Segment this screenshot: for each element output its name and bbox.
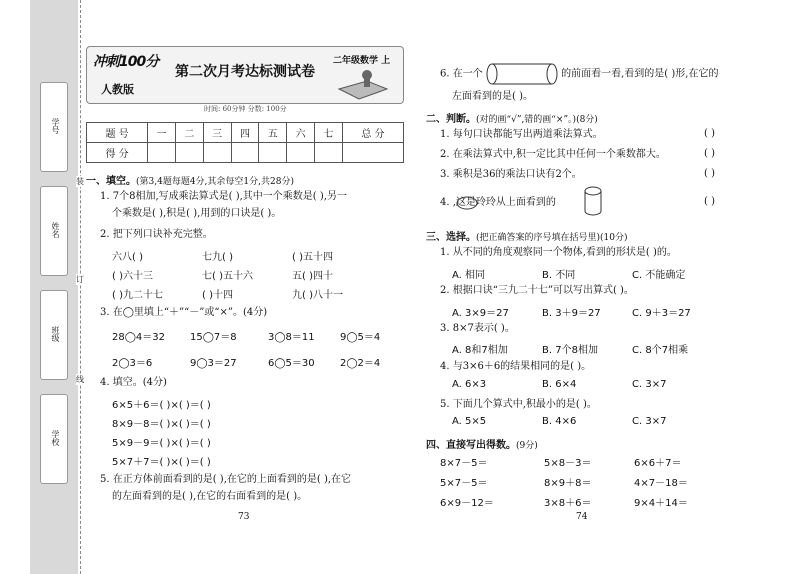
- section-3-heading: 三、选择。(把正确答案的序号填在括号里)(10分): [426, 232, 628, 243]
- judge-item: 3. 乘积是36的乘法口诀有2个。: [440, 169, 582, 180]
- q3-cell: 2◯2＝4: [340, 358, 381, 369]
- q3-cell: 2◯3＝6: [112, 358, 153, 369]
- brand-logo: 冲刺100分: [93, 54, 159, 70]
- dash-char: 线: [76, 375, 84, 384]
- name-label: 姓名: [51, 222, 60, 238]
- question-2-prompt: 2. 把下列口诀补充完整。: [100, 229, 213, 240]
- student-desk-icon: [337, 67, 389, 101]
- judge-answer-paren[interactable]: ( ): [704, 196, 715, 207]
- calc-item: 5×7－5＝: [440, 478, 488, 489]
- score-header-cell: 题 号: [87, 123, 148, 143]
- edition-label: 人教版: [101, 83, 134, 96]
- exam-header: [86, 46, 404, 104]
- judge-answer-paren[interactable]: ( ): [704, 128, 715, 139]
- choice-question: 5. 下面几个算式中,积最小的是( )。: [440, 399, 597, 410]
- score-header-cell: 七: [315, 123, 343, 143]
- q3-cell: 3◯8＝11: [268, 332, 315, 343]
- calc-item: 4×7－18＝: [634, 478, 688, 489]
- q4-row: 6×5＋6＝( )×( )＝( ): [112, 400, 211, 411]
- choice-option: A. 5×5: [452, 416, 487, 427]
- choice-option: B. 不同: [542, 270, 576, 281]
- q3-cell: 15◯7＝8: [190, 332, 237, 343]
- choice-question: 4. 与3×6＋6的结果相同的是( )。: [440, 361, 592, 372]
- dash-char: 订: [76, 275, 84, 284]
- q4-row: 5×9－9＝( )×( )＝( ): [112, 438, 211, 449]
- section-2-heading: 二、判断。(对的画“√”,错的画“×”。)(8分): [426, 114, 598, 125]
- score-header-cell: 五: [259, 123, 287, 143]
- score-cell[interactable]: [231, 143, 259, 163]
- choice-option: C. 不能确定: [632, 270, 686, 281]
- choice-question: 1. 从不同的角度观察同一个物体,看到的形状是( )的。: [440, 247, 677, 258]
- page-number-left: 73: [238, 512, 250, 522]
- calc-item: 9×4＋14＝: [634, 498, 688, 509]
- question-5-line-2: 的左面看到的是( ),在它的右面看到的是( )。: [112, 491, 308, 502]
- question-3-prompt: 3. 在◯里填上“＋”“－”或“×”。(4分): [100, 307, 268, 318]
- choice-option: A. 相同: [452, 270, 486, 281]
- cylinder-upright-icon: [584, 186, 602, 216]
- section-1-heading: 一、填空。(第3,4题每题4分,其余每空1分,共28分): [86, 176, 294, 187]
- q2-cell: 五( )四十: [292, 271, 333, 282]
- question-6-line-2: 左面看到的是( )。: [452, 91, 533, 102]
- choice-option: B. 6×4: [542, 379, 577, 390]
- score-header-cell: 六: [287, 123, 315, 143]
- calc-item: 5×8－3＝: [544, 458, 592, 469]
- school-label: 学校: [51, 430, 60, 446]
- choice-option: B. 7个8相加: [542, 345, 598, 356]
- choice-option: C. 3×7: [632, 379, 667, 390]
- q3-cell: 6◯5＝30: [268, 358, 315, 369]
- score-cell[interactable]: [148, 143, 176, 163]
- ellipse-top-view-icon: [456, 196, 478, 210]
- choice-option: A. 8和7相加: [452, 345, 508, 356]
- q4-row: 8×9－8＝( )×( )＝( ): [112, 419, 211, 430]
- question-4-prompt: 4. 填空。(4分): [100, 377, 167, 388]
- judge-item: 2. 在乘法算式中,积一定比其中任何一个乘数都大。: [440, 149, 666, 160]
- binding-dash-line: [80, 0, 81, 574]
- q2-cell: 七( )五十六: [202, 271, 253, 282]
- right-page: [420, 0, 780, 574]
- q2-cell: ( )十四: [202, 290, 233, 301]
- score-table: [86, 122, 404, 163]
- question-6-line-1: 6. 在一个 的前面看一看,看到的是( )形,在它的: [440, 62, 718, 86]
- dash-char: 装: [76, 177, 84, 186]
- q2-cell: 九( )八十一: [292, 290, 343, 301]
- choice-question: 3. 8×7表示( )。: [440, 323, 515, 334]
- score-cell[interactable]: [259, 143, 287, 163]
- choice-question: 2. 根据口诀“三九二十七”可以写出算式( )。: [440, 285, 634, 296]
- calc-item: 6×9－12＝: [440, 498, 494, 509]
- q2-cell: 六八( ): [112, 252, 143, 263]
- score-cell[interactable]: [175, 143, 203, 163]
- calc-item: 8×7－5＝: [440, 458, 488, 469]
- score-header-cell: 四: [231, 123, 259, 143]
- judge-answer-paren[interactable]: ( ): [704, 168, 715, 179]
- grade-label: 二年级数学 上: [333, 56, 391, 66]
- q4-row: 5×7＋7＝( )×( )＝( ): [112, 457, 211, 468]
- exam-title: 第二次月考达标测试卷: [175, 64, 315, 80]
- calc-item: 6×6＋7＝: [634, 458, 682, 469]
- section-4-heading: 四、直接写出得数。(9分): [426, 440, 538, 451]
- q2-cell: ( )五十四: [292, 252, 333, 263]
- q2-cell: 七九( ): [202, 252, 233, 263]
- q3-cell: 9◯3＝27: [190, 358, 237, 369]
- cylinder-icon: [486, 62, 558, 86]
- choice-option: C. 3×7: [632, 416, 667, 427]
- score-header-cell: 二: [175, 123, 203, 143]
- score-cell[interactable]: [342, 143, 403, 163]
- left-page: [86, 0, 408, 574]
- question-1-line-1: 1. 7个8相加,写成乘法算式是( ),其中一个乘数是( ),另一: [100, 191, 347, 202]
- class-label: 班级: [51, 326, 60, 342]
- choice-option: C. 9＋3＝27: [632, 308, 691, 319]
- judge-answer-paren[interactable]: ( ): [704, 148, 715, 159]
- choice-option: A. 6×3: [452, 379, 487, 390]
- score-header-cell: 总 分: [342, 123, 403, 143]
- exam-meta: 时间: 60分钟 分数: 100分: [204, 105, 287, 113]
- question-5-line-1: 5. 在正方体前面看到的是( ),在它的上面看到的是( ),在它: [100, 474, 352, 485]
- q3-cell: 28◯4＝32: [112, 332, 166, 343]
- judge-item: 1. 每句口诀都能写出两道乘法算式。: [440, 129, 603, 140]
- score-header-cell: 一: [148, 123, 176, 143]
- score-row-label: 得 分: [87, 143, 148, 163]
- student-id-label: 学号: [51, 118, 60, 134]
- choice-option: B. 3＋9＝27: [542, 308, 601, 319]
- q2-cell: ( )九二十七: [112, 290, 163, 301]
- choice-option: C. 8个7相乘: [632, 345, 689, 356]
- page-number-right: 74: [576, 512, 588, 522]
- judge-item: 4. ,这是玲玲从上面看到的: [440, 197, 556, 208]
- choice-option: B. 4×6: [542, 416, 577, 427]
- question-1-line-2: 个乘数是( ),积是( ),用到的口诀是( )。: [112, 208, 282, 219]
- q3-cell: 9◯5＝4: [340, 332, 381, 343]
- score-cell[interactable]: [315, 143, 343, 163]
- score-cell[interactable]: [287, 143, 315, 163]
- q2-cell: ( )六十三: [112, 271, 153, 282]
- score-cell[interactable]: [203, 143, 231, 163]
- choice-option: A. 3×9＝27: [452, 308, 509, 319]
- calc-item: 3×8＋6＝: [544, 498, 592, 509]
- calc-item: 8×9＋8＝: [544, 478, 592, 489]
- score-header-cell: 三: [203, 123, 231, 143]
